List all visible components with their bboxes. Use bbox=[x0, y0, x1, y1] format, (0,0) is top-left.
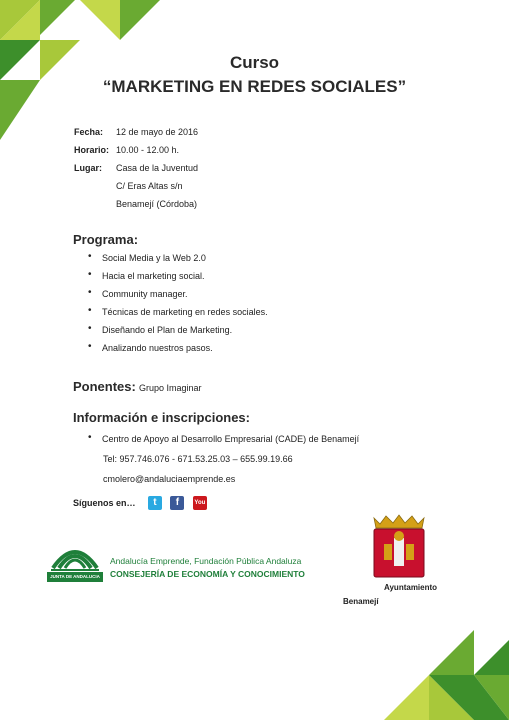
programa-heading: Programa: bbox=[73, 232, 139, 247]
ayuntamiento-text: Ayuntamiento bbox=[384, 583, 438, 592]
list-item: • Analizando nuestros pasos. bbox=[86, 342, 268, 360]
lugar-line: Casa de la Juventud bbox=[116, 163, 199, 173]
course-title: “MARKETING EN REDES SOCIALES” bbox=[102, 77, 407, 96]
youtube-icon[interactable]: You bbox=[193, 496, 207, 510]
informacion-list bbox=[86, 433, 359, 451]
lugar-line: C/ Eras Altas s/n bbox=[116, 181, 183, 191]
list-item: • Centro de Apoyo al Desarrollo Empresarial (CADE) de Benamejí bbox=[86, 433, 359, 451]
informacion-heading: Información e inscripciones: bbox=[73, 410, 250, 425]
social-row bbox=[73, 494, 207, 510]
list-item: • Técnicas de marketing en redes sociales. bbox=[86, 306, 268, 324]
ponentes-heading: Ponentes: bbox=[73, 379, 136, 394]
lugar-label: Lugar: bbox=[74, 163, 102, 173]
social-label: Síguenos en… bbox=[73, 497, 136, 508]
benameji-crest-icon bbox=[366, 514, 432, 580]
horario-value: 10.00 - 12.00 h. bbox=[116, 145, 180, 155]
list-item: • Community manager. bbox=[86, 288, 268, 306]
fecha-value: 12 de mayo de 2016 bbox=[116, 127, 199, 137]
details-block bbox=[0, 0, 509, 220]
list-item: • Hacia el marketing social. bbox=[86, 270, 268, 288]
list-item: • Social Media y la Web 2.0 bbox=[86, 252, 268, 270]
consejeria-text: CONSEJERÍA DE ECONOMÍA Y CONOCIMIENTO bbox=[110, 569, 305, 579]
telefono: Tel: 957.746.076 - 671.53.25.03 – 655.99.19.66 bbox=[103, 454, 293, 464]
junta-logo-text: JUNTA DE ANDALUCIA bbox=[50, 574, 100, 579]
fecha-label: Fecha: bbox=[74, 127, 104, 137]
andalucia-emprende-text: Andalucía Emprende, Fundación Pública Andaluza bbox=[110, 556, 302, 566]
programa-list bbox=[86, 252, 268, 360]
course-label: Curso bbox=[229, 53, 280, 72]
horario-label: Horario: bbox=[74, 145, 110, 155]
list-item: • Diseñando el Plan de Marketing. bbox=[86, 324, 268, 342]
benameji-text: Benamejí bbox=[343, 597, 379, 606]
email-link[interactable]: cmolero@andaluciaemprende.es bbox=[103, 474, 236, 484]
ponentes-value: Grupo Imaginar bbox=[139, 383, 202, 393]
facebook-icon[interactable]: f bbox=[170, 496, 184, 510]
lugar-line: Benamejí (Córdoba) bbox=[116, 199, 198, 209]
decorative-triangles-bottom bbox=[384, 630, 509, 720]
twitter-icon[interactable]: t bbox=[148, 496, 162, 510]
